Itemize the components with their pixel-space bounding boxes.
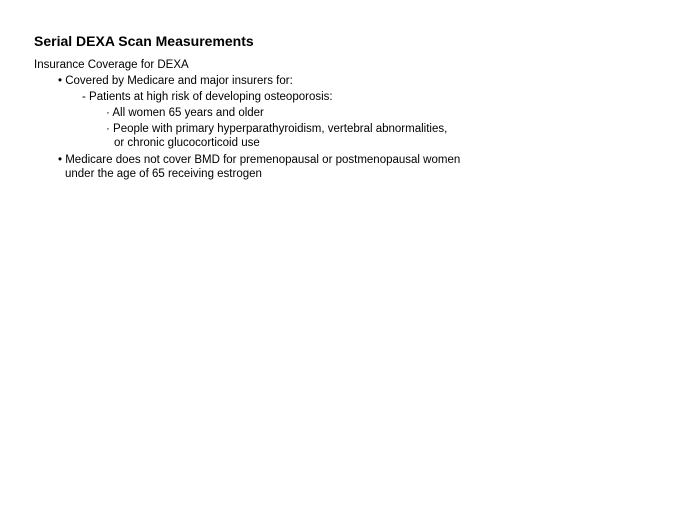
section-heading: Insurance Coverage for DEXA (34, 59, 189, 71)
sub-sub-bullet-hyperparathyroidism-continued: or chronic glucocorticoid use (114, 137, 260, 149)
sub-sub-bullet-women-65: · All women 65 years and older (106, 107, 264, 119)
bullet-medicare-coverage: • Covered by Medicare and major insurers for: (58, 75, 293, 87)
bullet-medicare-not-covered: • Medicare does not cover BMD for premenopausal or postmenopausal women (58, 154, 461, 166)
sub-bullet-high-risk: - Patients at high risk of developing osteoporosis: (82, 91, 333, 103)
slide-title: Serial DEXA Scan Measurements (34, 33, 254, 49)
sub-sub-bullet-hyperparathyroidism: · People with primary hyperparathyroidism, vertebral abnormalities, (106, 123, 448, 135)
bullet-medicare-not-covered-continued: under the age of 65 receiving estrogen (65, 168, 262, 180)
